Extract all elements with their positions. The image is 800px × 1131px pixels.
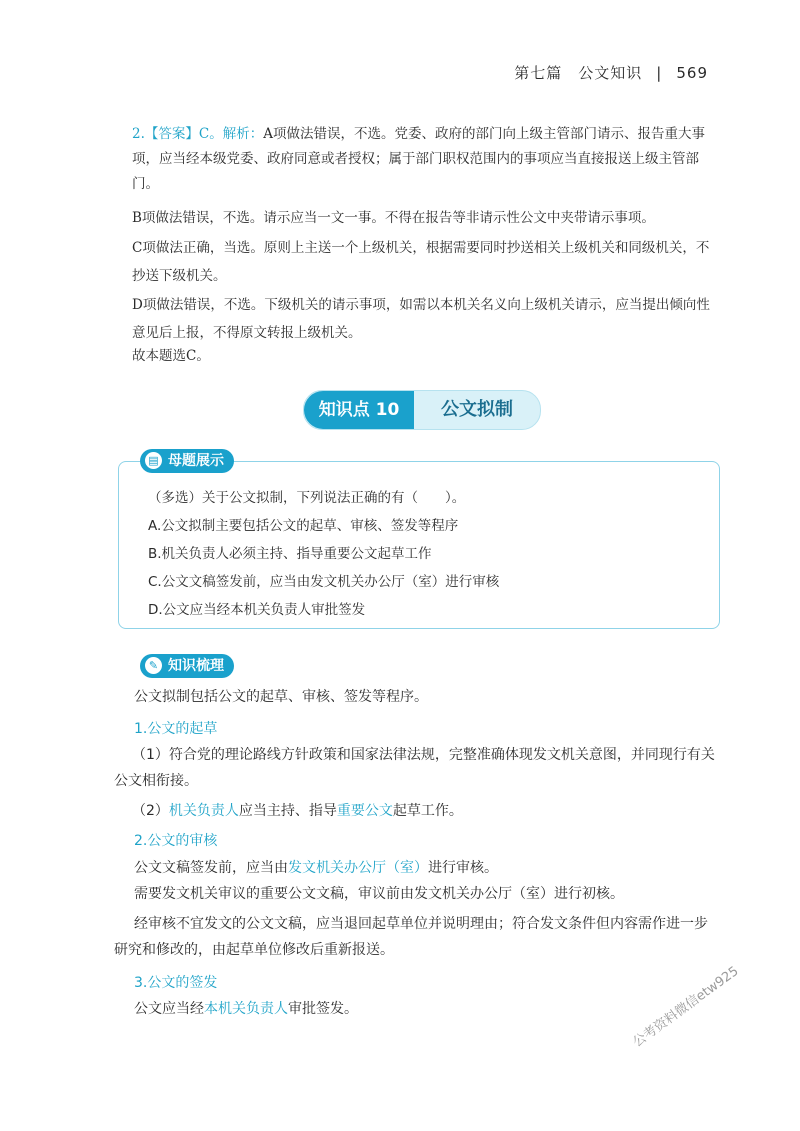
- term-agency-head: 本机关负责人: [204, 1001, 288, 1017]
- page-header: [514, 62, 708, 83]
- review-point-1-c: 进行审核。: [428, 860, 498, 876]
- term-responsible-person: 机关负责人: [168, 803, 239, 819]
- answer-paragraph-3: C项做法正确，当选。原则上主送一个上级机关，根据需要同时抄送相关上级机关和同级机关，不抄送下级机关。: [132, 240, 710, 284]
- review-point-3: 经审核不宜发文的公文文稿，应当退回起草单位并说明理由；符合发文条件但内容需作进一步研究和修改的，由起草单位修改后重新报送。: [114, 916, 708, 958]
- drafting-point-2-mid: 应当主持、指导: [238, 803, 337, 819]
- answer-paragraph-5: 故本题选C。: [132, 348, 210, 364]
- subheading-review: 2.公文的审核: [134, 833, 218, 849]
- review-section-label: [140, 654, 234, 678]
- question-stem: （多选）关于公文拟制，下列说法正确的有（ ）。: [148, 490, 466, 506]
- watermark: 公考资料微信etw925: [630, 963, 742, 1051]
- review-point-1: [134, 855, 740, 881]
- drafting-point-2-num: （2）: [132, 803, 169, 819]
- answer-paragraph-2: B项做法错误，不选。请示应当一文一事。不得在报告等非请示性公文中夹带请示事项。: [132, 210, 655, 226]
- subheading-drafting: 1.公文的起草: [134, 721, 218, 737]
- page-number: 569: [676, 64, 708, 82]
- question-option-d: D.公文应当经本机关负责人审批签发: [148, 602, 366, 618]
- drafting-point-1: （1）符合党的理论路线方针政策和国家法律法规，完整准确体现发文机关意图，并同现行有关公文相衔接。: [114, 747, 715, 789]
- book-icon: ▤: [145, 452, 162, 469]
- question-option-a: A.公文拟制主要包括公文的起草、审核、签发等程序: [148, 518, 459, 534]
- answer-paragraph-4: D项做法错误，不选。下级机关的请示事项，如需以本机关名义向上级机关请示，应当提出倾向性意见后上报，不得原文转报上级机关。: [132, 297, 710, 341]
- signing-point-1-c: 审批签发。: [288, 1001, 358, 1017]
- answer-text-a: A项做法错误，不选。党委、政府的部门向上级主管部门请示、报告重大事项，应当经本级党委、政府同意或者授权；属于部门职权范围内的事项应当直接报送上级主管部门。: [132, 126, 705, 192]
- review-intro: 公文拟制包括公文的起草、审核、签发等程序。: [134, 689, 428, 705]
- review-point-2: 需要发文机关审议的重要公文文稿，审议前由发文机关办公厅（室）进行初核。: [134, 886, 624, 902]
- signing-point-1-a: 公文应当经: [134, 1001, 204, 1017]
- review-point-1-a: 公文文稿签发前，应当由: [134, 860, 288, 876]
- drafting-point-2: [132, 798, 738, 824]
- note-icon: ✎: [145, 657, 162, 674]
- question-section-text: 母题展示: [168, 453, 224, 469]
- review-section-text: 知识梳理: [168, 658, 224, 674]
- term-important-document: 重要公文: [336, 803, 393, 819]
- subheading-signing: 3.公文的签发: [134, 975, 218, 991]
- question-option-c: C.公文文稿签发前，应当由发文机关办公厅（室）进行审核: [148, 574, 500, 590]
- answer-lead: 2.【答案】C。解析：: [132, 126, 264, 142]
- knowledge-point-banner: [303, 390, 541, 430]
- question-section-label: [140, 449, 234, 473]
- header-divider: |: [656, 64, 663, 82]
- knowledge-point-title: 公文拟制: [441, 399, 513, 420]
- section-title: 第七篇 公文知识: [514, 64, 643, 82]
- knowledge-point-number: 知识点 10: [304, 391, 414, 429]
- answer-paragraph-1: [132, 122, 720, 197]
- question-option-b: B.机关负责人必须主持、指导重要公文起草工作: [148, 546, 432, 562]
- drafting-point-2-end: 起草工作。: [392, 803, 463, 819]
- term-office: 发文机关办公厅（室）: [288, 860, 428, 876]
